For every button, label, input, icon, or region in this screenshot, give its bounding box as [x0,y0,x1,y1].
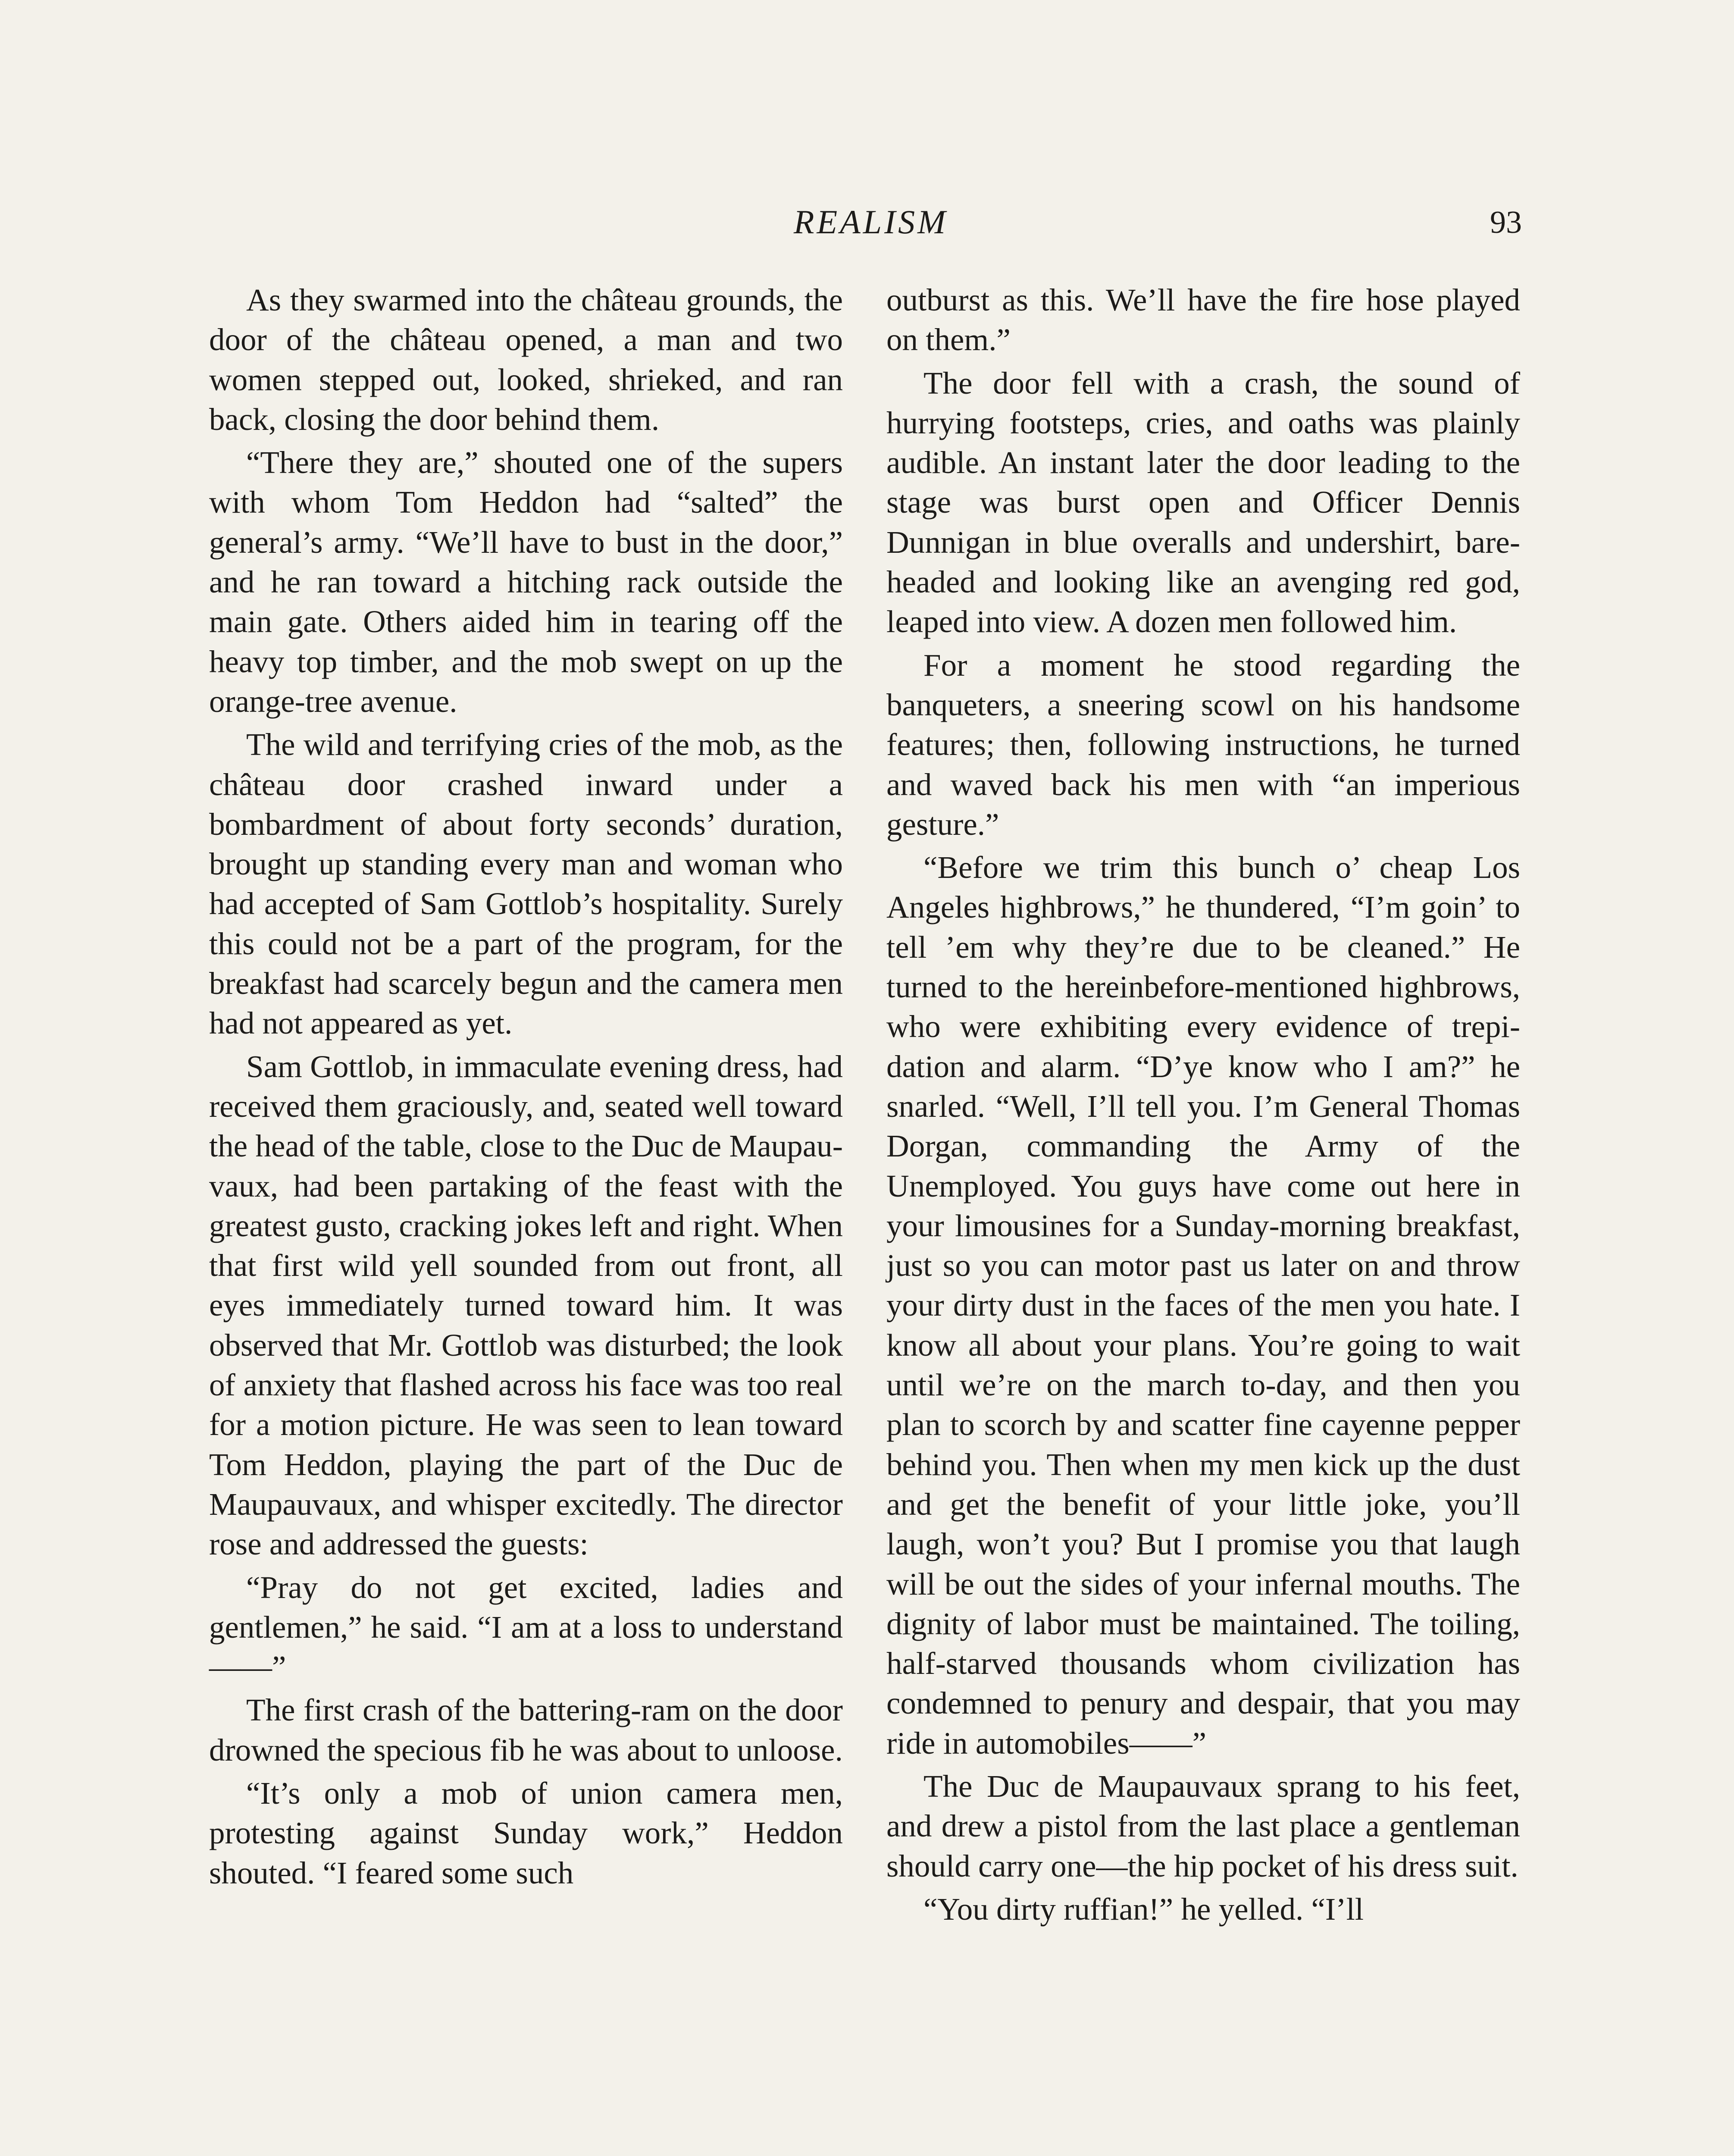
paragraph: The door fell with a crash, the sound of hurrying footsteps, cries, and oaths was plainly audible. An instant later the door leading to the stage was burst open and Officer Dennis Dunnigan in blue overalls and undershirt, bareheaded and looking like an avenging red god, leaped into view. A dozen men followed him. [886,365,1520,639]
paragraph: Sam Gottlob, in immaculate evening dress, had received them graciously, and, seated well toward the head of the table, close to the Duc de Maupauvaux, had been partaking of the feast with the greatest gusto, cracking jokes left and right. When that first wild yell sounded from out front, all eyes immediately turned toward him. It was observed that Mr. Gottlob was disturbed; the look of anxiety that flashed across his face was too real for a motion picture. He was seen to lean toward Tom Heddon, playing the part of the Duc de Maupauvaux, and whisper excitedly. The director rose and addressed the guests: [209,1049,843,1562]
paragraph: “It’s only a mob of union camera men, protesting against Sunday work,” Heddon shouted. “I feared some such [209,1775,843,1890]
page-number: 93 [1490,205,1522,240]
paragraph: The Duc de Maupauvaux sprang to his feet, and drew a pistol from the last place a gentleman should carry one—the hip pocket of his dress suit. [886,1768,1520,1883]
running-title: REALISM [793,203,948,241]
paragraph: “Pray do not get excited, ladies and gentlemen,” he said. “I am at a loss to understand——” [209,1570,843,1685]
paragraph: “You dirty ruffian!” he yelled. “I’ll [923,1891,1364,1927]
right-column [886,280,1520,1929]
paragraph: “Before we trim this bunch o’ cheap Los Angeles highbrows,” he thundered, “I’m goin’ to tell ’em why they’re due to be cleaned.” He turned to the hereinbefore-mentioned highbrows, who were exhibiting every evidence of trepidation and alarm. “D’ye know who I am?” he snarled. “Well, I’ll tell you. I’m General Thomas Dorgan, commanding the Army of the Unemployed. You guys have come out here in your limousines for a Sunday-morning breakfast, just so you can motor past us later on and throw your dirty dust in the faces of the men you hate. I know all about your plans. You’re going to wait until we’re on the march to-day, and then you plan to scorch by and scatter fine cayenne pepper behind you. Then when my men kick up the dust and get the benefit of your little joke, you’ll laugh, won’t you? But I promise you that laugh will be out the sides of your infernal mouths. The dignity of labor must be maintained. The toiling, half-starved thousands whom civilization has condemned to penury and despair, that you may ride in automobiles——” [886,850,1520,1761]
paragraph: The first crash of the battering-ram on the door drowned the specious fib he was about to unloose. [209,1692,843,1767]
paragraph: “There they are,” shouted one of the supers with whom Tom Heddon had “salted” the general’s army. “We’ll have to bust in the door,” and he ran toward a hitching rack outside the main gate. Others aided him in tearing off the heavy top timber, and the mob swept on up the orange-tree avenue. [209,445,843,719]
paragraph-continuation: outburst as this. We’ll have the fire hose played on them.” [886,282,1520,357]
paragraph: For a moment he stood regarding the banqueters, a sneering scowl on his handsome features; then, following instructions, he turned and waved back his men with “an imperious gesture.” [886,647,1520,842]
paragraph: As they swarmed into the château grounds, the door of the château opened, a man and two women stepped out, looked, shrieked, and ran back, closing the door behind them. [209,282,843,437]
left-column [209,280,843,1893]
paragraph: The wild and terrifying cries of the mob, as the château door crashed inward under a bombardment of about forty seconds’ duration, brought up standing every man and woman who had accepted of Sam Gottlob’s hospitality. Surely this could not be a part of the program, for the breakfast had scarcely begun and the camera men had not appeared as yet. [209,727,843,1041]
